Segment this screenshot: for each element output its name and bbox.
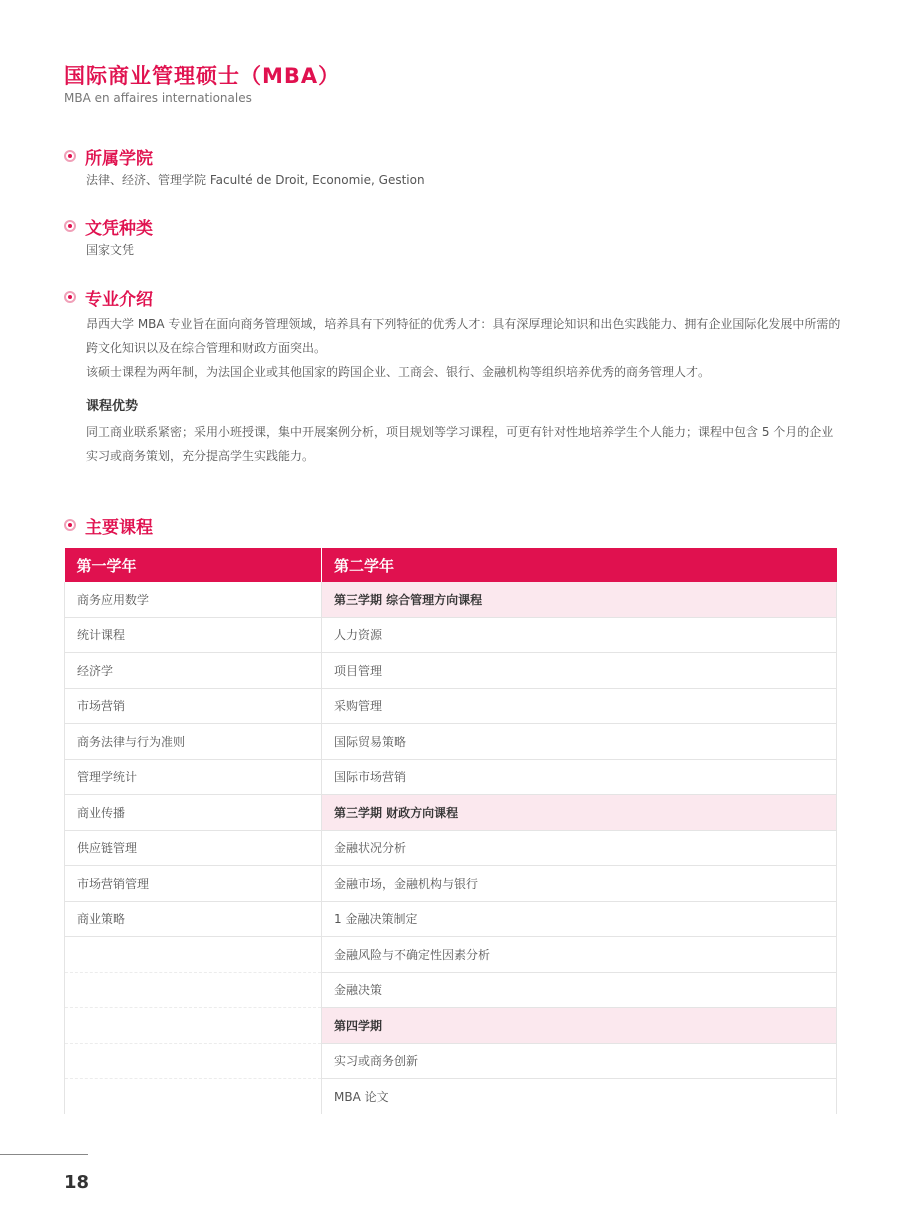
circle-bullet-icon	[64, 150, 76, 162]
intro-paragraph-2: 该硕士课程为两年制，为法国企业或其他国家的跨国企业、工商会、银行、金融机构等组织培养优秀的商务管理人才。	[86, 365, 711, 379]
advantage-text: 同工商业联系紧密；采用小班授课，集中开展案例分析，项目规划等学习课程，可更有针对性地培养学生个人能力；课程中包含 5 个月的企业实习或商务策划，充分提高学生实践能力。	[86, 425, 834, 463]
page-title: 国际商业管理硕士（MBA）	[64, 64, 341, 88]
year-two-course: 金融风险与不确定性因素分析	[322, 937, 837, 973]
year-one-course: 经济学	[65, 653, 322, 689]
table-row	[65, 653, 837, 689]
year-two-course: 实习或商务创新	[322, 1043, 837, 1079]
year-two-course: 国际市场营销	[322, 759, 837, 795]
year-two-course: 1 金融决策制定	[322, 901, 837, 937]
year-one-course: 商务法律与行为准则	[65, 724, 322, 760]
year-two-course: 采购管理	[322, 688, 837, 724]
table-row	[65, 582, 837, 617]
year-one-course: 商业策略	[65, 901, 322, 937]
page-subtitle: MBA en affaires internationales	[64, 91, 252, 105]
diploma-section	[64, 215, 153, 263]
semester-heading: 第三学期 综合管理方向课程	[322, 582, 837, 617]
intro-paragraph-1: 昂西大学 MBA 专业旨在面向商务管理领域，培养具有下列特征的优秀人才：具有深厚理论知识和出色实践能力、拥有企业国际化发展中所需的跨文化知识以及在综合管理和财政方面突出。	[86, 317, 841, 355]
table-row	[65, 617, 837, 653]
table-row	[65, 1079, 837, 1114]
circle-bullet-icon	[64, 519, 76, 531]
table-row	[65, 866, 837, 902]
circle-bullet-icon	[64, 220, 76, 232]
circle-bullet-icon	[64, 291, 76, 303]
semester-heading: 第三学期 财政方向课程	[322, 795, 837, 831]
year-two-course: 国际贸易策略	[322, 724, 837, 760]
table-row	[65, 1043, 837, 1079]
semester-heading: 第四学期	[322, 1008, 837, 1044]
courses-section	[64, 514, 153, 536]
table-row	[65, 724, 837, 760]
year-one-course: 市场营销	[65, 688, 322, 724]
page-number: 18	[64, 1172, 90, 1193]
courses-heading: 主要课程	[85, 517, 153, 538]
year-one-empty-cell	[65, 1043, 322, 1079]
year-one-header: 第一学年	[65, 548, 322, 582]
table-row	[65, 795, 837, 831]
table-row	[65, 901, 837, 937]
faculty-section	[64, 145, 425, 193]
year-one-course: 商务应用数学	[65, 582, 322, 617]
year-one-empty-cell	[65, 1008, 322, 1044]
year-one-course: 统计课程	[65, 617, 322, 653]
table-row	[65, 937, 837, 973]
diploma-text: 国家文凭	[86, 243, 135, 257]
intro-heading: 专业介绍	[85, 289, 153, 310]
intro-section	[64, 286, 841, 468]
year-two-course: 金融市场，金融机构与银行	[322, 866, 837, 902]
year-two-course: 项目管理	[322, 653, 837, 689]
footer-divider	[0, 1154, 88, 1155]
diploma-heading: 文凭种类	[85, 218, 153, 239]
year-two-course: 金融状况分析	[322, 830, 837, 866]
year-one-empty-cell	[65, 1079, 322, 1114]
table-row	[65, 830, 837, 866]
table-header-row	[65, 548, 837, 582]
courses-table	[64, 548, 837, 1114]
year-two-course: 金融决策	[322, 972, 837, 1008]
table-row	[65, 759, 837, 795]
year-one-course: 商业传播	[65, 795, 322, 831]
year-one-course: 供应链管理	[65, 830, 322, 866]
table-row	[65, 972, 837, 1008]
table-row	[65, 688, 837, 724]
advantage-heading: 课程优势	[86, 399, 139, 414]
year-two-course: MBA 论文	[322, 1079, 837, 1114]
year-two-course: 人力资源	[322, 617, 837, 653]
year-one-course: 市场营销管理	[65, 866, 322, 902]
faculty-text: 法律、经济、管理学院 Faculté de Droit, Economie, Gestion	[86, 173, 425, 187]
year-one-empty-cell	[65, 937, 322, 973]
year-one-empty-cell	[65, 972, 322, 1008]
faculty-heading: 所属学院	[85, 148, 153, 169]
year-two-header: 第二学年	[322, 548, 837, 582]
year-one-course: 管理学统计	[65, 759, 322, 795]
table-row	[65, 1008, 837, 1044]
